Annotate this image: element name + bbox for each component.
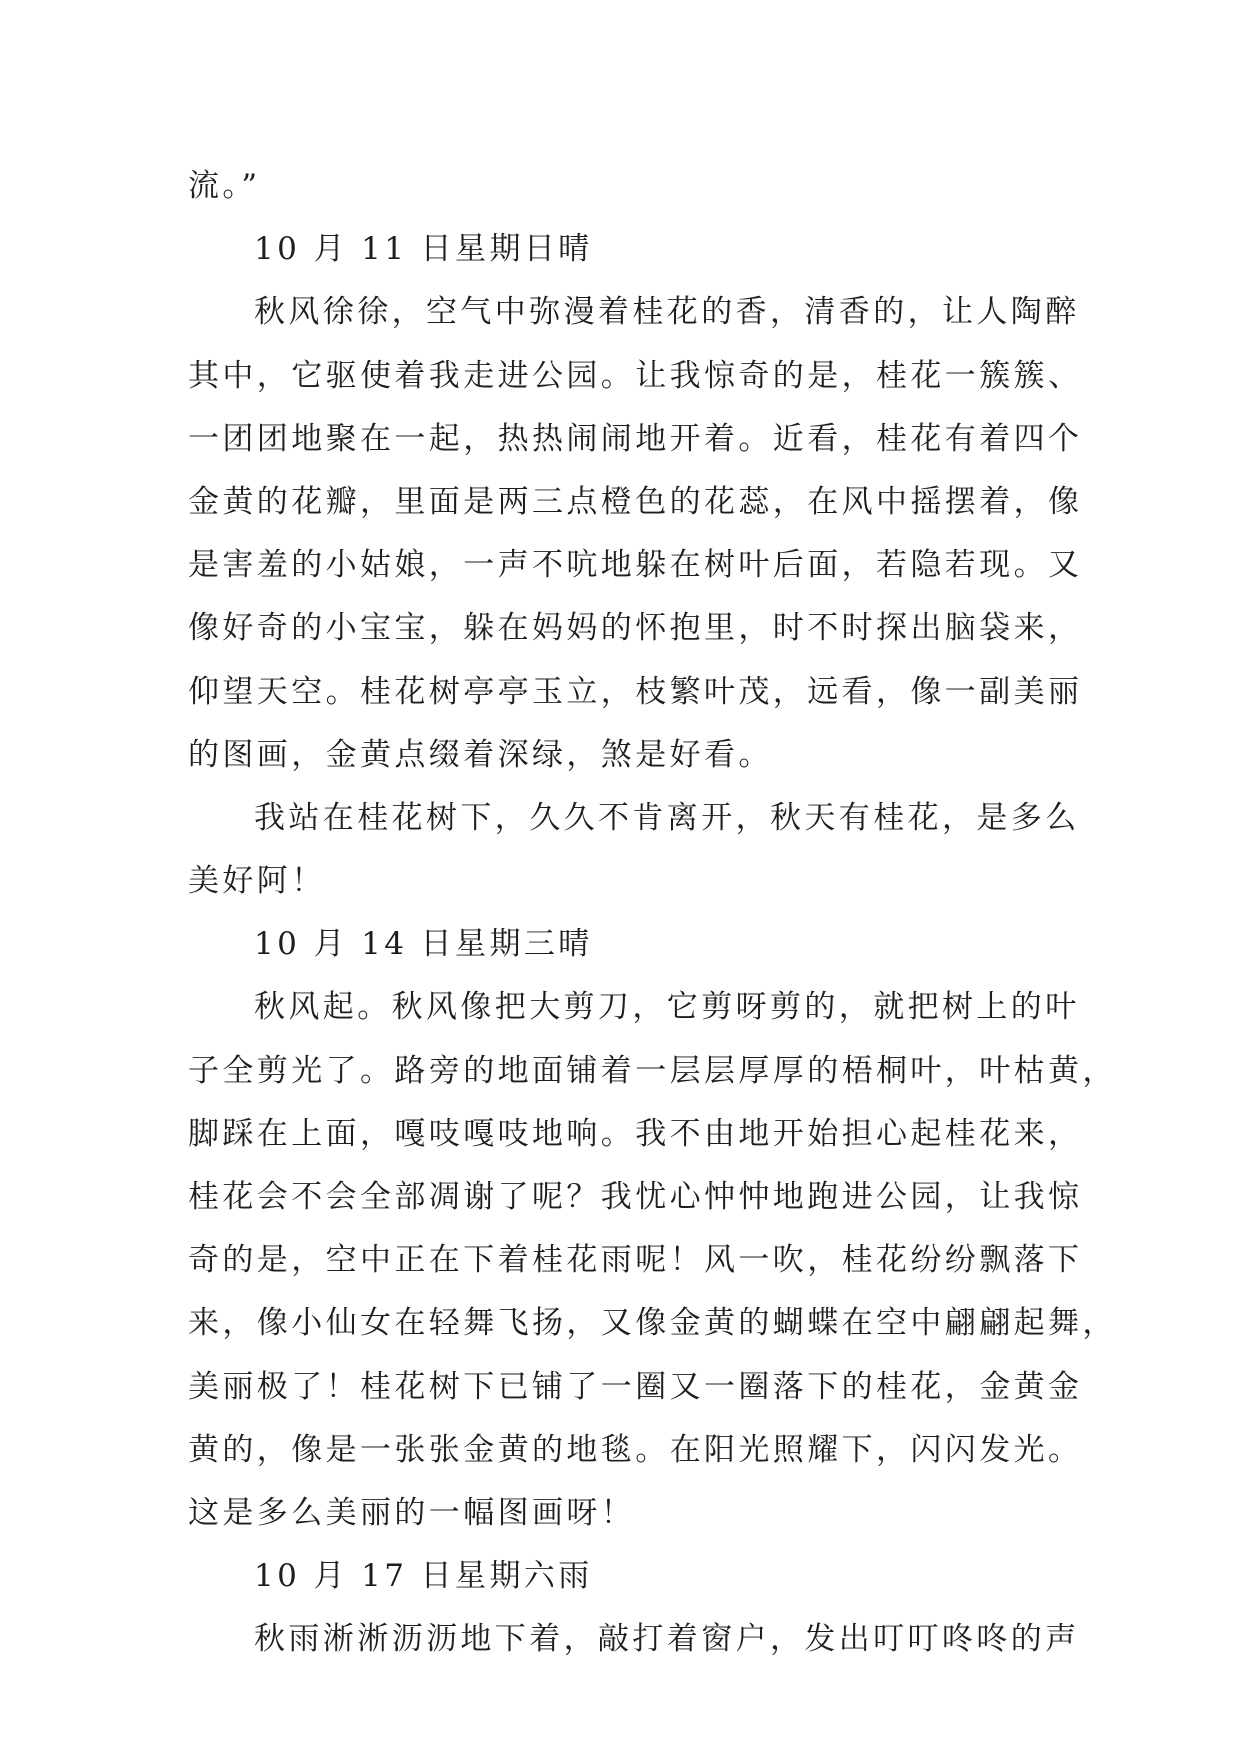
text-line: 是害羞的小姑娘，一声不吭地躲在树叶后面，若隐若现。又 [188, 547, 1083, 584]
text-line: 美好阿！ [188, 863, 326, 900]
diary-date-heading: 10 月 14 日星期三晴 [254, 926, 593, 963]
diary-date-heading: 10 月 17 日星期六雨 [254, 1558, 593, 1595]
text-line: 仰望天空。桂花树亭亭玉立，枝繁叶茂，远看，像一副美丽 [188, 673, 1083, 710]
diary-date-heading: 10 月 11 日星期日晴 [254, 231, 593, 268]
text-line: 奇的是，空中正在下着桂花雨呢！风一吹，桂花纷纷飘落下 [188, 1242, 1083, 1279]
text-line: 秋风起。秋风像把大剪刀，它剪呀剪的，就把树上的叶 [254, 989, 1080, 1026]
text-line: 秋雨淅淅沥沥地下着，敲打着窗户，发出叮叮咚咚的声 [254, 1621, 1080, 1658]
text-line: 一团团地聚在一起，热热闹闹地开着。近看，桂花有着四个 [188, 420, 1083, 457]
text-line: 我站在桂花树下，久久不肯离开，秋天有桂花，是多么 [254, 799, 1080, 836]
text-line: 秋风徐徐，空气中弥漫着桂花的香，清香的，让人陶醉 [254, 294, 1080, 331]
text-line: 美丽极了！桂花树下已铺了一圈又一圈落下的桂花，金黄金 [188, 1368, 1083, 1405]
text-line: 流。” [188, 168, 261, 204]
text-line: 的图画，金黄点缀着深绿，煞是好看。 [188, 736, 773, 773]
text-line: 其中，它驱使着我走进公园。让我惊奇的是，桂花一簇簇、 [188, 357, 1083, 394]
text-line: 黄的，像是一张张金黄的地毯。在阳光照耀下，闪闪发光。 [188, 1431, 1083, 1468]
text-line: 这是多么美丽的一幅图画呀！ [188, 1494, 636, 1531]
text-line: 桂花会不会全部凋谢了呢？我忧心忡忡地跑进公园，让我惊 [188, 1179, 1083, 1215]
document-body [188, 155, 1117, 1672]
text-line: 来，像小仙女在轻舞飞扬，又像金黄的蝴蝶在空中翩翩起舞， [188, 1305, 1117, 1342]
text-line: 像好奇的小宝宝，躲在妈妈的怀抱里，时不时探出脑袋来， [188, 610, 1083, 647]
text-line: 金黄的花瓣，里面是两三点橙色的花蕊，在风中摇摆着，像 [188, 483, 1083, 520]
text-line: 子全剪光了。路旁的地面铺着一层层厚厚的梧桐叶，叶枯黄， [188, 1052, 1117, 1089]
text-line: 脚踩在上面，嘎吱嘎吱地响。我不由地开始担心起桂花来， [188, 1115, 1083, 1152]
